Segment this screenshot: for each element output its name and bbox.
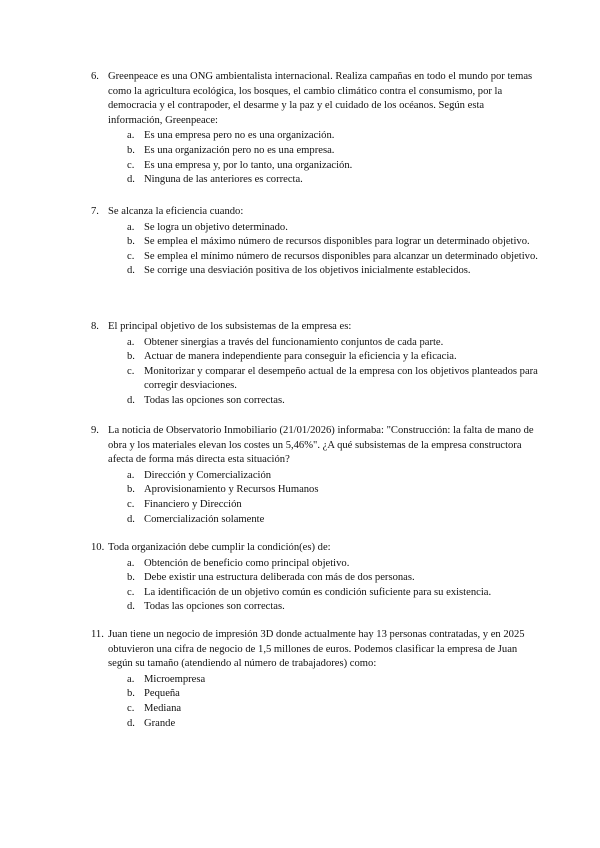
options-list bbox=[91, 469, 541, 527]
question-number: 10. bbox=[91, 542, 105, 553]
option bbox=[91, 586, 541, 601]
option-letter: a. bbox=[127, 469, 135, 481]
option-text: Se corrige una desviación positiva de los objetivos inicialmente establecidos. bbox=[144, 265, 471, 277]
option-letter: d. bbox=[127, 265, 135, 277]
question-number: 7. bbox=[91, 206, 99, 217]
option-letter: a. bbox=[127, 557, 135, 569]
options-list bbox=[91, 673, 541, 731]
option bbox=[91, 673, 541, 688]
option bbox=[91, 571, 541, 586]
options-list bbox=[91, 129, 541, 187]
question-7 bbox=[91, 205, 541, 279]
option-text: La identificación de un objetivo común es condición suficiente para su existencia. bbox=[144, 586, 492, 598]
options-list bbox=[91, 221, 541, 279]
question-11 bbox=[91, 628, 541, 731]
option-text: Es una organización pero no es una empresa. bbox=[144, 144, 335, 156]
option-letter: a. bbox=[127, 221, 135, 233]
option-letter: c. bbox=[127, 250, 135, 262]
option-letter: d. bbox=[127, 601, 135, 613]
question-number: 9. bbox=[91, 425, 99, 436]
option bbox=[91, 336, 541, 351]
option-text: Es una empresa y, por lo tanto, una organización. bbox=[144, 159, 353, 171]
option bbox=[91, 221, 541, 236]
question-text: Se alcanza la eficiencia cuando: bbox=[108, 206, 244, 217]
option-text: Ninguna de las anteriores es correcta. bbox=[144, 174, 303, 186]
question-text: La noticia de Observatorio Inmobiliario (21/01/2026) informaba: "Construcción: la falta de mano de obra y los materiales elevan los costes un 5,46%". ¿A qué subsistemas de la empresa constructora afecta de forma más directa esta situación? bbox=[108, 425, 534, 466]
question-number: 6. bbox=[91, 71, 99, 82]
option bbox=[91, 498, 541, 513]
option-letter: b. bbox=[127, 688, 135, 700]
option bbox=[91, 702, 541, 717]
option-text: Todas las opciones son correctas. bbox=[144, 394, 285, 406]
option bbox=[91, 717, 541, 732]
option-text: Dirección y Comercialización bbox=[144, 469, 272, 481]
option bbox=[91, 394, 541, 409]
option-letter: a. bbox=[127, 336, 135, 348]
option-text: Comercialización solamente bbox=[144, 513, 265, 525]
option-text: Monitorizar y comparar el desempeño actual de la empresa con los objetivos planteados para corregir desviaciones. bbox=[144, 365, 538, 392]
option-letter: c. bbox=[127, 702, 135, 714]
option bbox=[91, 159, 541, 174]
options-list bbox=[91, 336, 541, 409]
option bbox=[91, 264, 541, 279]
question-number: 8. bbox=[91, 321, 99, 332]
option bbox=[91, 235, 541, 250]
option-letter: b. bbox=[127, 144, 135, 156]
option-letter: a. bbox=[127, 130, 135, 142]
question-8 bbox=[91, 320, 541, 409]
question-10 bbox=[91, 541, 541, 615]
option-text: Es una empresa pero no es una organización. bbox=[144, 130, 335, 142]
option-text: Aprovisionamiento y Recursos Humanos bbox=[144, 484, 319, 496]
option-text: Actuar de manera independiente para conseguir la eficiencia y la eficacia. bbox=[144, 351, 457, 363]
option-text: Mediana bbox=[144, 702, 182, 714]
option-text: Financiero y Dirección bbox=[144, 498, 242, 510]
option-text: Todas las opciones son correctas. bbox=[144, 601, 285, 613]
option-text: Pequeña bbox=[144, 688, 180, 700]
question-text: El principal objetivo de los subsistemas de la empresa es: bbox=[108, 321, 352, 332]
option-letter: c. bbox=[127, 586, 135, 598]
option-text: Obtención de beneficio como principal objetivo. bbox=[144, 557, 350, 569]
option-text: Se emplea el máximo número de recursos disponibles para lograr un determinado objetivo. bbox=[144, 236, 530, 248]
option bbox=[91, 350, 541, 365]
question-text: Toda organización debe cumplir la condición(es) de: bbox=[108, 542, 331, 553]
option bbox=[91, 250, 541, 265]
option bbox=[91, 129, 541, 144]
option bbox=[91, 173, 541, 188]
option bbox=[91, 144, 541, 159]
question-text: Greenpeace es una ONG ambientalista internacional. Realiza campañas en todo el mundo por temas como la agricultura ecológica, los bosques, el cambio climático contra el consumismo, por la democracia y el contrapoder, el desarme y la paz y el cuidado de los océanos. Según esta información, Greenpeace: bbox=[108, 71, 533, 126]
option-letter: d. bbox=[127, 394, 135, 406]
option-letter: b. bbox=[127, 236, 135, 248]
option bbox=[91, 483, 541, 498]
question-number: 11. bbox=[91, 629, 104, 640]
options-list bbox=[91, 557, 541, 615]
option-text: Se logra un objetivo determinado. bbox=[144, 221, 288, 233]
option bbox=[91, 365, 541, 394]
option-letter: a. bbox=[127, 673, 135, 685]
option-letter: c. bbox=[127, 365, 135, 377]
option-text: Debe existir una estructura deliberada con más de dos personas. bbox=[144, 572, 415, 584]
option bbox=[91, 557, 541, 572]
option-letter: c. bbox=[127, 498, 135, 510]
option-text: Microempresa bbox=[144, 673, 206, 685]
option bbox=[91, 600, 541, 615]
option-letter: b. bbox=[127, 351, 135, 363]
option-letter: c. bbox=[127, 159, 135, 171]
option-letter: d. bbox=[127, 174, 135, 186]
option bbox=[91, 687, 541, 702]
question-9 bbox=[91, 424, 541, 527]
option-text: Obtener sinergias a través del funcionamiento conjuntos de cada parte. bbox=[144, 336, 444, 348]
option-letter: d. bbox=[127, 513, 135, 525]
option-letter: d. bbox=[127, 717, 135, 729]
option bbox=[91, 513, 541, 528]
option-letter: b. bbox=[127, 572, 135, 584]
option-letter: b. bbox=[127, 484, 135, 496]
option bbox=[91, 469, 541, 484]
question-text: Juan tiene un negocio de impresión 3D donde actualmente hay 13 personas contratadas, y en 2025 obtuvieron una cifra de negocio de 1,5 millones de euros. Podemos clasificar la empresa de Juan según su tamaño (atendiendo al número de trabajadores) como: bbox=[108, 629, 525, 670]
option-text: Grande bbox=[144, 717, 176, 729]
option-text: Se emplea el mínimo número de recursos disponibles para alcanzar un determinado objetivo. bbox=[144, 250, 538, 262]
question-6 bbox=[91, 70, 541, 188]
